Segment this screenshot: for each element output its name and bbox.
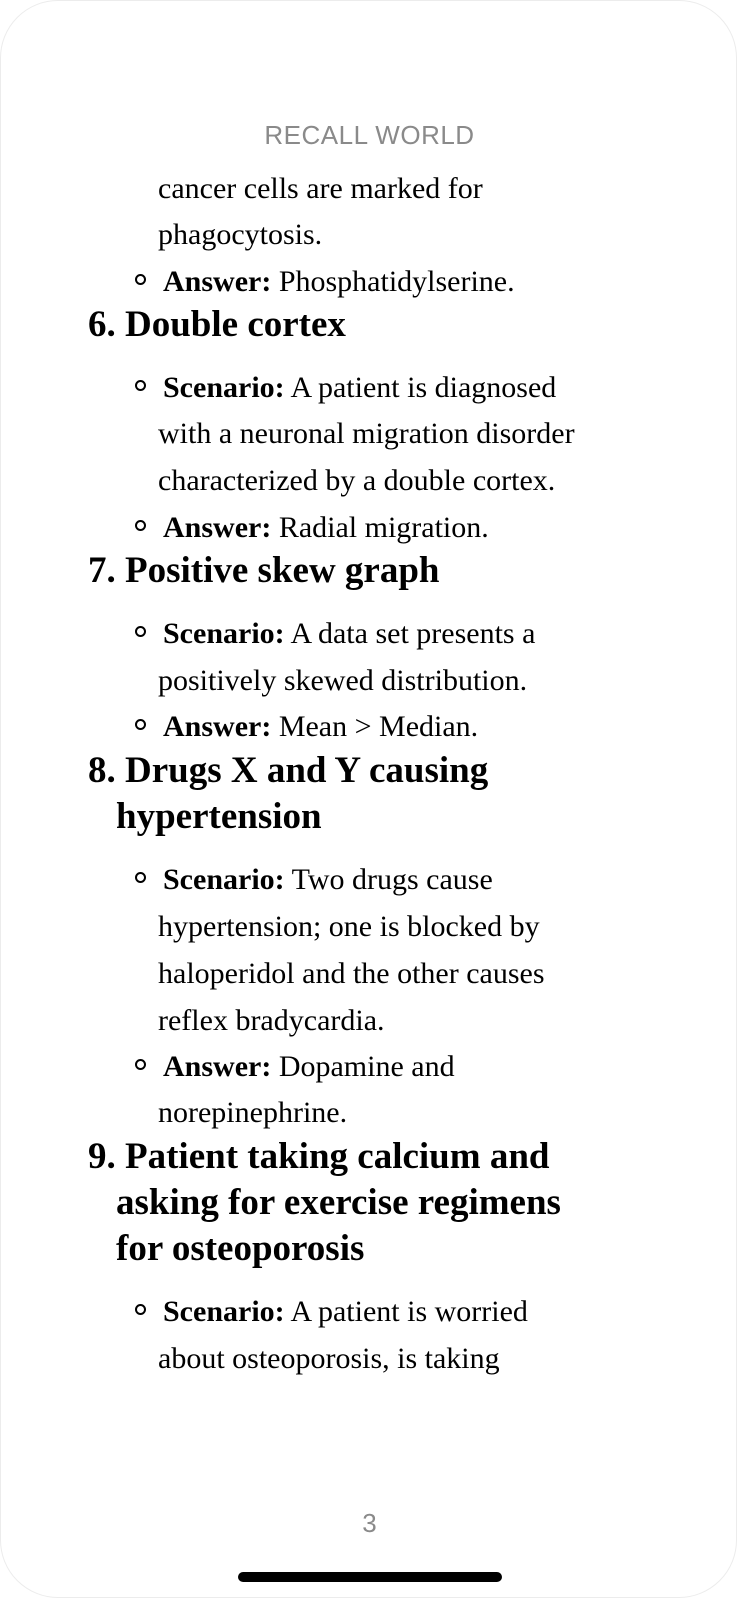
hollow-bullet-icon — [135, 380, 146, 391]
answer-text: Mean > Median. — [271, 710, 479, 743]
scenario-line — [163, 371, 556, 405]
hollow-bullet-icon — [135, 274, 146, 285]
hollow-bullet-icon — [135, 1304, 146, 1315]
hollow-bullet-icon — [135, 872, 146, 883]
scenario-text-line: characterized by a double cortex. — [158, 464, 556, 497]
scenario-label: Scenario: — [163, 371, 285, 404]
hollow-bullet-icon — [135, 626, 146, 637]
item-heading-7: 7. Positive skew graph — [88, 550, 440, 591]
scenario-line — [163, 617, 535, 651]
answer-label: Answer: — [163, 710, 272, 743]
scenario-line — [163, 863, 493, 897]
item-heading-8-cont: hypertension — [116, 796, 322, 837]
scenario-text: A patient is worried — [284, 1295, 528, 1328]
answer-line — [163, 511, 489, 545]
scenario-text-line: haloperidol and the other causes — [158, 957, 545, 990]
scenario-text: A data set presents a — [284, 617, 536, 650]
hollow-bullet-icon — [135, 719, 146, 730]
answer-text: Phosphatidylserine. — [271, 265, 515, 298]
book-title: RECALL WORLD — [264, 120, 475, 150]
scenario-label: Scenario: — [163, 1295, 285, 1328]
scenario-text-line: about osteoporosis, is taking — [158, 1342, 500, 1375]
answer-label: Answer: — [163, 1050, 272, 1083]
scenario-text-line: cancer cells are marked for — [158, 172, 483, 205]
item-heading-8: 8. Drugs X and Y causing — [88, 750, 489, 791]
item-heading-9: 9. Patient taking calcium and — [88, 1136, 550, 1177]
answer-line — [163, 265, 515, 299]
answer-label: Answer: — [163, 265, 272, 298]
scenario-line — [163, 1295, 528, 1329]
scenario-text: Two drugs cause — [284, 863, 493, 896]
answer-text-line: norepinephrine. — [158, 1096, 348, 1129]
scenario-text: A patient is diagnosed — [284, 371, 557, 404]
scenario-label: Scenario: — [163, 863, 285, 896]
answer-label: Answer: — [163, 511, 272, 544]
scenario-text-line: phagocytosis. — [158, 218, 323, 251]
answer-text: Radial migration. — [271, 511, 489, 544]
hollow-bullet-icon — [135, 1059, 146, 1070]
scenario-text-line: positively skewed distribution. — [158, 664, 528, 697]
hollow-bullet-icon — [135, 520, 146, 531]
scenario-text-line: reflex bradycardia. — [158, 1004, 385, 1037]
scenario-text-line: hypertension; one is blocked by — [158, 910, 540, 943]
page-number: 3 — [362, 1508, 377, 1538]
answer-line — [163, 710, 478, 744]
scenario-label: Scenario: — [163, 617, 285, 650]
item-heading-9-cont: for osteoporosis — [116, 1228, 365, 1269]
item-heading-6: 6. Double cortex — [88, 304, 346, 345]
home-indicator[interactable] — [238, 1572, 502, 1582]
answer-text: Dopamine and — [271, 1050, 455, 1083]
item-heading-9-cont: asking for exercise regimens — [116, 1182, 561, 1223]
scenario-text-line: with a neuronal migration disorder — [158, 417, 575, 450]
answer-line — [163, 1050, 455, 1084]
